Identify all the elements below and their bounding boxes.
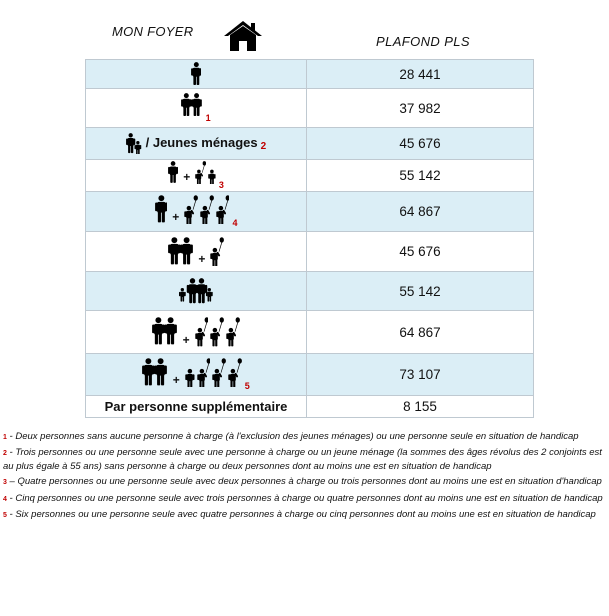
table-row bbox=[86, 272, 534, 311]
household-pictogram bbox=[179, 278, 213, 305]
table-row bbox=[86, 160, 534, 192]
plafond-value: 73 107 bbox=[307, 354, 534, 396]
child-icon bbox=[185, 358, 195, 387]
table-row bbox=[86, 232, 534, 272]
table-row bbox=[86, 311, 534, 354]
footnote-text: - Trois personnes ou une personne seule avec une personne à charge ou un jeune ménage (la sommes des âges révolus des 2 conjoints est au plus égale à 55 ans) sans personne à charge ou deux personnes dont au moins une est en situation de handicap bbox=[3, 447, 602, 472]
plafond-value: 45 676 bbox=[307, 128, 534, 160]
household-pictogram bbox=[168, 237, 224, 266]
household-cell bbox=[86, 232, 307, 272]
family-icon bbox=[179, 278, 213, 305]
child-balloon-icon bbox=[228, 358, 242, 387]
household-cell bbox=[86, 89, 307, 128]
footnote-5 bbox=[3, 509, 607, 522]
footnote-ref: 5 bbox=[244, 380, 250, 391]
child-balloon-icon bbox=[226, 317, 240, 346]
plafond-value: 8 155 bbox=[307, 396, 534, 418]
plafond-value: 55 142 bbox=[307, 160, 534, 192]
plafond-value: 64 867 bbox=[307, 192, 534, 232]
adult-icon bbox=[168, 161, 178, 184]
footnote-number: 3 bbox=[3, 479, 7, 487]
header-plafond-pls: PLAFOND PLS bbox=[376, 34, 470, 49]
household-cell bbox=[86, 396, 307, 418]
table-row bbox=[86, 192, 534, 232]
child-balloon-icon bbox=[200, 195, 214, 224]
household-pictogram bbox=[191, 62, 202, 87]
household-cell bbox=[86, 354, 307, 396]
household-pictogram bbox=[181, 93, 202, 118]
footnote-ref: 1 bbox=[205, 113, 211, 124]
per-extra-person-label: Par personne supplémentaire bbox=[104, 398, 288, 414]
child-balloon-icon bbox=[195, 317, 209, 346]
child-balloon-icon bbox=[212, 358, 226, 387]
plafond-table bbox=[85, 59, 534, 418]
house-icon bbox=[223, 20, 263, 52]
household-cell bbox=[86, 311, 307, 354]
child-balloon-icon bbox=[210, 317, 224, 346]
plus-sign: + bbox=[172, 210, 180, 225]
footnote-number: 1 bbox=[3, 434, 7, 441]
footnote-ref: 4 bbox=[232, 217, 238, 228]
footnote-text: – Quatre personnes ou une personne seule avec deux personnes à charge ou trois personnes dont au moins une est en situation d'handicap bbox=[6, 476, 602, 488]
parent-child-icon bbox=[126, 133, 142, 155]
household-cell bbox=[86, 160, 307, 192]
couple-icon bbox=[168, 237, 193, 266]
footnote-text: - Six personnes ou une personne seule avec quatre personnes à charge ou cinq personnes dont au moins une est en situation de handicap bbox=[6, 509, 596, 521]
plafond-value: 55 142 bbox=[307, 272, 534, 311]
child-icon bbox=[208, 161, 216, 184]
adult-icon bbox=[155, 195, 168, 224]
footnote-2 bbox=[3, 447, 607, 473]
footnote-number: 5 bbox=[3, 512, 7, 520]
household-cell bbox=[86, 128, 307, 160]
footnote-number: 4 bbox=[3, 495, 7, 503]
couple-icon bbox=[181, 93, 202, 118]
header-mon-foyer: MON FOYER bbox=[112, 24, 194, 39]
table-row bbox=[86, 396, 534, 418]
household-cell bbox=[86, 192, 307, 232]
household-pictogram bbox=[152, 317, 240, 346]
child-balloon-icon bbox=[216, 195, 230, 224]
household-pictogram bbox=[168, 161, 216, 184]
household-cell bbox=[86, 272, 307, 311]
adult-icon bbox=[191, 62, 202, 87]
footnote-1 bbox=[3, 431, 607, 444]
couple-icon bbox=[152, 317, 177, 346]
footnote-number: 2 bbox=[3, 450, 7, 458]
household-cell bbox=[86, 60, 307, 89]
footnote-4 bbox=[3, 493, 607, 506]
footnote-3 bbox=[3, 476, 607, 489]
child-balloon-icon bbox=[210, 237, 224, 266]
table-row bbox=[86, 354, 534, 396]
table-row bbox=[86, 128, 534, 160]
footnote-text: - Cinq personnes ou une personne seule avec trois personnes à charge ou quatre personnes dont au moins une est en situation de handicap bbox=[6, 492, 603, 504]
plus-sign: + bbox=[182, 332, 190, 347]
footnote-text: - Deux personnes sans aucune personne à charge (à l'exclusion des jeunes ménages) ou une personne seule en situation de handicap bbox=[6, 431, 579, 442]
table-row bbox=[86, 89, 534, 128]
plus-sign: + bbox=[183, 169, 191, 184]
child-balloon-icon bbox=[197, 358, 211, 387]
footnote-ref: 2 bbox=[260, 141, 267, 152]
plafond-value: 45 676 bbox=[307, 232, 534, 272]
plafond-value: 37 982 bbox=[307, 89, 534, 128]
household-pictogram bbox=[155, 195, 230, 224]
couple-icon bbox=[142, 358, 167, 387]
footnotes bbox=[3, 431, 607, 525]
jeunes-menages-label: / Jeunes ménages 2 bbox=[145, 135, 267, 152]
table-row bbox=[86, 60, 534, 89]
plus-sign: + bbox=[198, 252, 206, 267]
household-pictogram bbox=[126, 133, 142, 155]
plafond-value: 64 867 bbox=[307, 311, 534, 354]
footnote-ref: 3 bbox=[218, 180, 224, 191]
plafond-value: 28 441 bbox=[307, 60, 534, 89]
plus-sign: + bbox=[172, 373, 180, 388]
child-balloon-icon bbox=[184, 195, 198, 224]
child-balloon-icon bbox=[195, 161, 206, 184]
household-pictogram bbox=[142, 358, 241, 387]
